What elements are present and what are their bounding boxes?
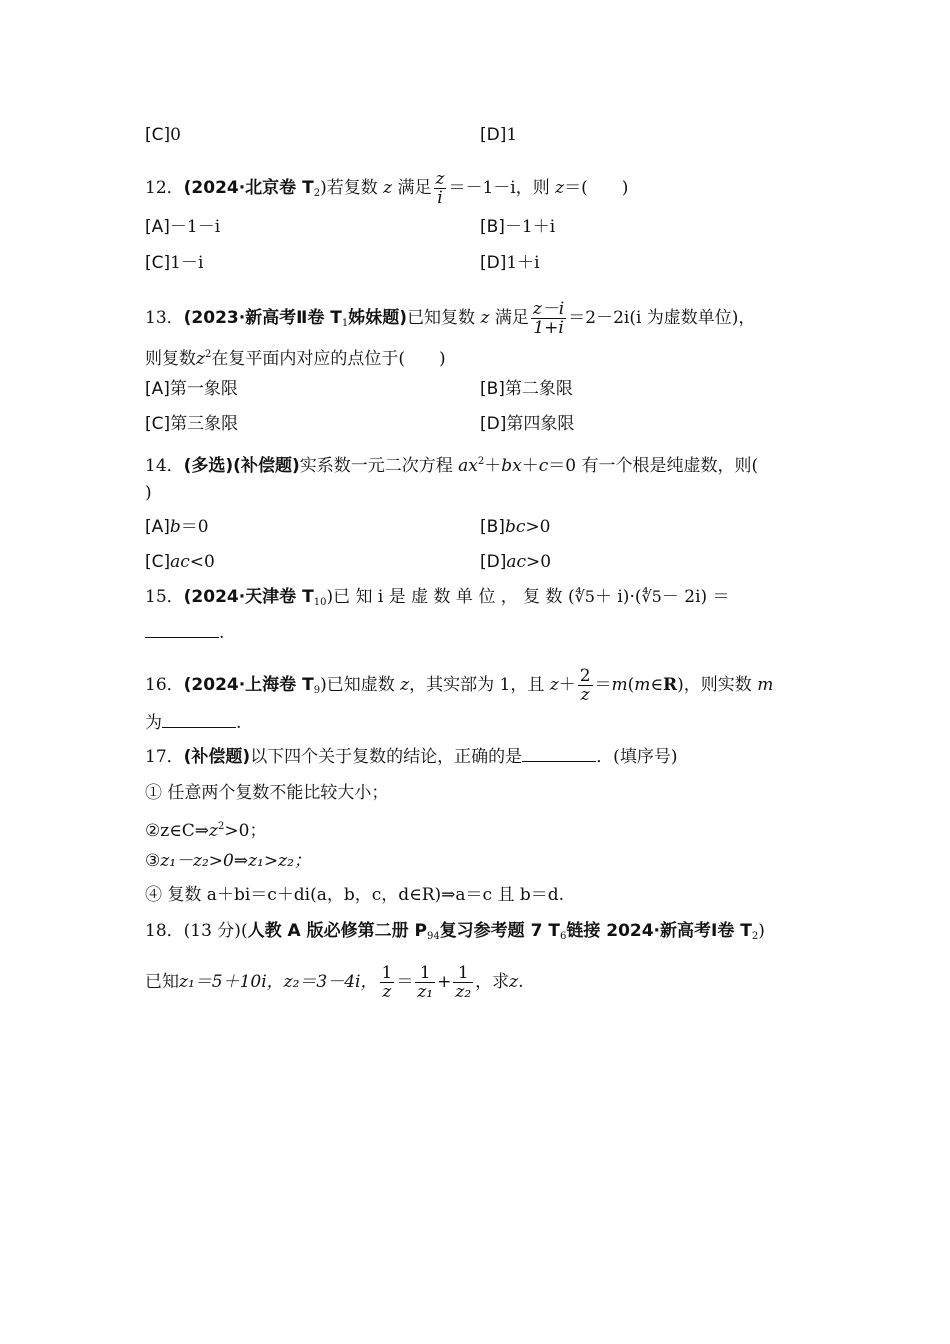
question-source: (2023·新高考Ⅱ卷 T: [183, 308, 342, 328]
var-z: z: [509, 972, 519, 992]
option-label: [A]: [145, 217, 170, 237]
option-label: [D]: [480, 125, 507, 145]
question-tag: (补偿题): [183, 747, 251, 767]
var-z: z: [209, 821, 219, 841]
stem-text: 实系数一元二次方程: [299, 456, 453, 476]
answer-blank[interactable]: [145, 623, 219, 638]
fraction-numerator: 1: [381, 963, 393, 983]
question-source: 链接 2024·新高考Ⅰ卷 T: [566, 921, 752, 941]
q12-stem: 12．(2024·北京卷 $T_2$)若复数 z 满足 $\frac{z}{i}$ ＝－1－i，则 z＝( ): [145, 169, 629, 208]
option-text: －1＋i: [504, 217, 556, 237]
q13-option-b: [480, 378, 573, 400]
source-subscript: 2: [313, 188, 321, 199]
option-label: [B]: [480, 217, 505, 237]
option-text: 第二象限: [504, 379, 573, 399]
stem-text: 在复平面内对应的点位于( ): [211, 349, 446, 369]
option-text: 第四象限: [506, 414, 575, 434]
stem-text: ＝0 有一个根是纯虚数，则(: [548, 456, 759, 476]
option-var: ac: [506, 552, 527, 572]
stem-text: .: [518, 972, 524, 992]
stem-text: ＋ i)·(: [594, 587, 642, 607]
var-m: m: [757, 675, 774, 695]
q11-option-d: [480, 124, 517, 146]
q15-answer-line: [145, 622, 224, 644]
fraction-numerator: z－i: [532, 299, 565, 319]
fraction-denominator: 1+i: [533, 318, 564, 338]
stem-text: － 2i) ＝: [661, 587, 730, 607]
q18-stem-line2: [145, 964, 524, 1001]
q16-answer-line: [145, 712, 241, 734]
question-source-tail: 姊妹题): [348, 308, 408, 328]
item-text: ③: [145, 851, 161, 871]
item-text: >0；: [224, 821, 267, 841]
fraction-denominator: z₂: [455, 982, 472, 1002]
stem-text: ，其实部为 1，且: [409, 675, 545, 695]
question-score: (13 分)(: [183, 921, 248, 941]
fourth-root: ∜5: [574, 587, 595, 606]
q14-option-c: [145, 551, 215, 573]
q17-stem: [145, 746, 677, 768]
equation-op: +: [437, 972, 452, 992]
q14-stem: [145, 451, 758, 477]
var-z: z: [555, 178, 565, 198]
q13-option-d: [480, 413, 574, 435]
fraction: [380, 964, 395, 1001]
fraction-numerator: 2: [579, 666, 591, 686]
equation-op: ＋: [484, 456, 502, 476]
source-subscript: 9: [313, 685, 321, 696]
fraction: [434, 170, 447, 207]
stem-text: 满足: [397, 178, 432, 198]
option-label: [C]: [145, 125, 171, 145]
stem-text: 满足: [494, 308, 529, 328]
stem-text: )，则实数: [677, 675, 752, 695]
given-z2: z₂＝3－4i，: [283, 972, 378, 992]
option-text: 1: [506, 125, 518, 145]
question-number: 15．: [145, 587, 184, 607]
item-text: ④ 复数 a＋bi＝c＋di(a，b，c，d∈R)⇒a＝c 且 b＝d.: [145, 885, 565, 905]
option-label: [A]: [145, 379, 170, 399]
option-text: <0: [189, 552, 215, 572]
q16-stem: [145, 667, 773, 704]
fraction: [453, 964, 473, 1001]
q15-stem: [145, 586, 730, 614]
stem-text: .: [219, 623, 225, 643]
equation-op: ＝: [396, 972, 414, 992]
option-text: 第三象限: [170, 414, 239, 434]
option-text: 第一象限: [169, 379, 238, 399]
option-var: b: [169, 517, 181, 537]
answer-blank[interactable]: [522, 747, 596, 762]
option-text: 0: [170, 125, 181, 145]
stem-text: )已知虚数: [320, 675, 395, 695]
var-m: m: [611, 675, 628, 695]
item-text: ① 任意两个复数不能比较大小；: [145, 783, 389, 803]
question-number: 16．: [145, 675, 184, 695]
q14-stem-line2: [145, 482, 152, 504]
option-label: [A]: [145, 517, 170, 537]
var-z: z: [383, 178, 393, 198]
option-label: [B]: [480, 517, 505, 537]
question-source: (2024·上海卷 T: [183, 675, 314, 695]
stem-text: ＝－1－i，则: [448, 178, 550, 198]
fraction: [531, 300, 566, 337]
stem-text: 已知: [145, 972, 179, 992]
q17-item-2: [145, 816, 266, 842]
stem-text: ＝2－2i(i 为虚数单位)，: [568, 308, 756, 328]
fraction-denominator: i: [437, 188, 443, 208]
stem-text: ，求: [475, 972, 510, 992]
question-tag: (多选)(补偿题): [183, 456, 300, 476]
equation-op: ＝: [594, 675, 612, 695]
stem-text: 已知复数: [407, 308, 476, 328]
fourth-root: ∜5: [641, 587, 662, 606]
option-label: [D]: [480, 253, 507, 273]
option-label: [C]: [145, 552, 171, 572]
var-z: z: [480, 308, 490, 328]
question-number: 17．: [145, 747, 184, 767]
question-source: 人教 A 版必修第二册 P: [247, 921, 427, 941]
fraction-numerator: 1: [415, 964, 435, 983]
q17-item-4: [145, 884, 564, 906]
fraction-denominator: z: [382, 982, 392, 1002]
stem-text: ): [145, 483, 152, 503]
stem-text: 以下四个关于复数的结论，正确的是: [250, 747, 523, 767]
item-text: ②z∈C⇒: [145, 821, 210, 841]
option-label: [C]: [145, 414, 171, 434]
option-label: [B]: [480, 379, 505, 399]
q14-option-a: [145, 516, 209, 538]
source-subscript: 2: [751, 931, 759, 942]
stem-text: 若复数: [326, 178, 378, 198]
option-var: ac: [170, 552, 190, 572]
q18-stem: [145, 920, 765, 948]
q12-option-a: [145, 216, 220, 238]
question-number: 13．: [145, 308, 184, 328]
q13-stem-line2: [145, 344, 446, 370]
q13-option-c: [145, 413, 238, 435]
fraction-numerator: z: [435, 169, 445, 189]
question-source: ): [758, 921, 765, 941]
option-text: 1＋i: [506, 253, 540, 273]
question-source: (2024·天津卷 T: [183, 587, 314, 607]
q12-option-c: [145, 252, 203, 274]
option-text: >0: [525, 517, 551, 537]
var-z: z: [549, 675, 559, 695]
var-m: m: [634, 675, 651, 695]
source-subscript: 1: [341, 318, 349, 329]
stem-text: 则复数: [145, 349, 196, 369]
q13-option-a: [145, 378, 238, 400]
option-text: ＝0: [180, 517, 209, 537]
stem-text: )已 知 i 是 虚 数 单 位 ， 复 数 (: [326, 587, 575, 607]
option-label: [D]: [480, 414, 507, 434]
equation-op: ＋: [521, 456, 539, 476]
q12-option-b: [480, 216, 555, 238]
question-number: 12．: [145, 178, 184, 198]
stem-text: ＝( ): [564, 178, 629, 198]
var-z: z: [400, 675, 410, 695]
source-subscript: 6: [559, 931, 567, 942]
fraction: [415, 964, 435, 1001]
stem-text: ．(填序号): [596, 747, 678, 767]
equation-op: (: [627, 675, 635, 695]
q12-option-d: [480, 252, 540, 274]
fraction-denominator: z: [580, 685, 590, 705]
question-source: 复习参考题 7 T: [439, 921, 560, 941]
q17-item-3: [145, 850, 311, 872]
q14-option-d: [480, 551, 551, 573]
fraction-numerator: 1: [453, 964, 473, 983]
option-var: bc: [504, 517, 526, 537]
superscript: 2: [218, 821, 225, 832]
equation-op: ∈: [650, 675, 664, 695]
source-subscript: 94: [426, 931, 440, 942]
stem-text: .: [236, 713, 242, 733]
option-text: －1－i: [169, 217, 221, 237]
q14-option-b: [480, 516, 550, 538]
q17-item-1: [145, 782, 388, 804]
item-text: z₁－z₂>0⇒z₁>z₂；: [160, 851, 311, 871]
question-number: 14．: [145, 456, 184, 476]
option-label: [C]: [145, 253, 171, 273]
equation-term: c: [538, 456, 549, 476]
equation-term: ax: [458, 456, 478, 476]
superscript: 2: [204, 349, 212, 360]
option-text: 1－i: [170, 253, 204, 273]
source-subscript: 10: [313, 597, 327, 608]
stem-text: 为: [145, 713, 162, 733]
real-set: R: [663, 675, 678, 695]
q11-option-c: [145, 124, 181, 146]
equation-op: ＋: [558, 675, 576, 695]
question-source: (2024·北京卷 T: [183, 178, 314, 198]
q13-stem: [145, 300, 755, 337]
superscript: 2: [477, 456, 485, 467]
given-z1: z₁＝5＋10i，: [179, 972, 284, 992]
fraction: [578, 667, 593, 704]
fraction-denominator: z₁: [417, 982, 434, 1002]
var-z: z: [196, 349, 205, 369]
equation-term: bx: [501, 456, 522, 476]
option-label: [D]: [480, 552, 507, 572]
option-text: >0: [526, 552, 552, 572]
answer-blank[interactable]: [162, 713, 236, 728]
question-number: 18．: [145, 921, 184, 941]
